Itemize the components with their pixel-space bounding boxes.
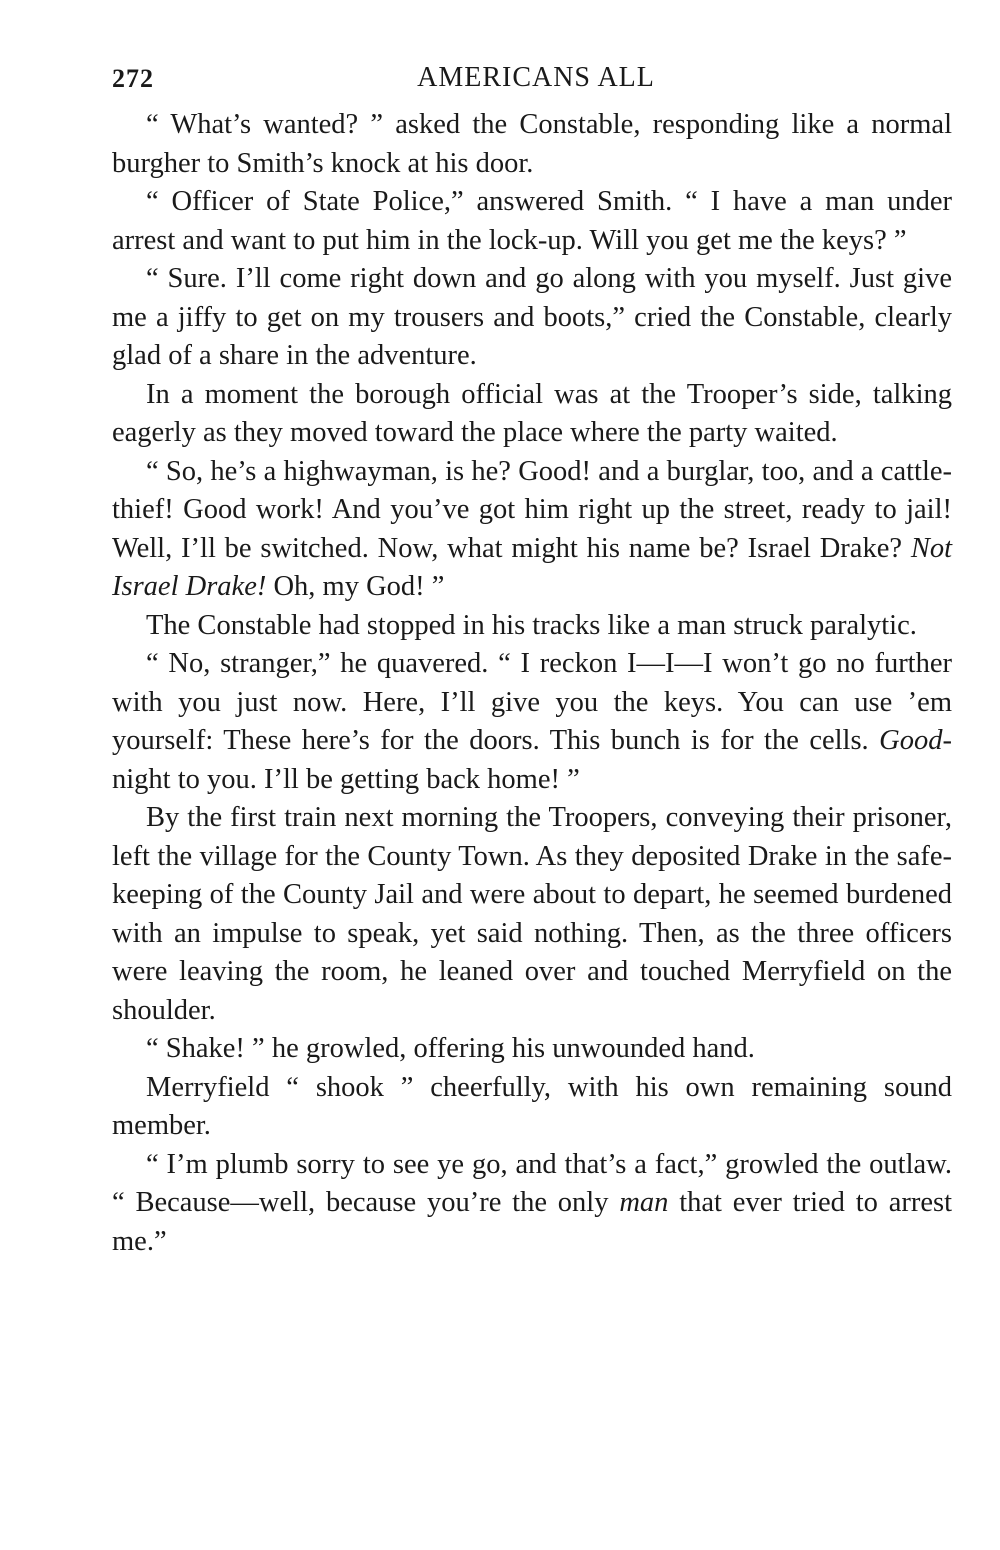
paragraph-text: Merryfield “ shook ” cheerfully, with his own remaining sound member.: [112, 1071, 952, 1141]
running-title: AMERICANS ALL: [417, 62, 655, 93]
paragraph: [112, 645, 952, 799]
paragraph: [112, 106, 952, 183]
paragraph: [112, 376, 952, 453]
paragraph-text: “ I’m plumb sorry to see ye go, and that’s a fact,” growled the outlaw. “ Because—well, because you’re the only: [112, 1148, 952, 1218]
paragraph-text: “ So, he’s a highwayman, is he? Good! and a burglar, too, and a cattle-thief! Good work! And you’ve got him right up the street, ready to jail! Well, I’ll be switched. Now, what might his name be? Israel Drake?: [112, 455, 952, 564]
page-header: [112, 62, 952, 98]
paragraph-text: “ No, stranger,” he quavered. “ I reckon I—I—I won’t go no further with you just now. Here, I’ll give you the keys. You can use ’em yourself: These here’s for the doors. This bunch is for the cells.: [112, 648, 952, 756]
paragraph-text: “ Sure. I’ll come right down and go along with you myself. Just give me a jiffy to get on my trousers and boots,” cried the Constable, clearly glad of a share in the adventure.: [112, 263, 952, 371]
paragraph-text: “ What’s wanted? ” asked the Constable, responding like a normal burgher to Smith’s knock at his door.: [112, 109, 952, 179]
paragraph: [112, 260, 952, 376]
paragraph-text: “ Officer of State Police,” answered Smith. “ I have a man under arrest and want to put him in the lock-up. Will you get me the keys? ”: [112, 186, 952, 256]
italic-text: man: [619, 1187, 669, 1218]
body-text: [112, 106, 952, 1261]
paragraph: [112, 1069, 952, 1146]
paragraph-text: The Constable had stopped in his tracks like a man struck paralytic.: [146, 609, 917, 641]
paragraph-text: -night to you. I’ll be getting back home! ”: [112, 725, 952, 795]
paragraph: [112, 799, 952, 1030]
book-page: [112, 62, 952, 1261]
paragraph-text: that ever tried to arrest me.”: [112, 1187, 952, 1257]
paragraph: [112, 453, 952, 607]
paragraph-text: In a moment the borough official was at the Trooper’s side, talking eagerly as they moved toward the place where the party waited.: [112, 378, 952, 448]
page-number: 272: [112, 64, 154, 93]
paragraph-text: By the first train next morning the Troopers, conveying their prisoner, left the village for the County Town. As they deposited Drake in the safe-keeping of the County Jail and were about to depart, he seemed burdened with an impulse to speak, yet said nothing. Then, as the three officers were leaving the room, he leaned over and touched Merryfield on the shoulder.: [112, 802, 952, 1026]
paragraph: [112, 183, 952, 260]
paragraph-text: Oh, my God! ”: [266, 571, 445, 602]
paragraph: [112, 1146, 952, 1262]
italic-text: Not Israel Drake!: [112, 532, 952, 602]
paragraph-text: “ Shake! ” he growled, offering his unwounded hand.: [146, 1033, 755, 1064]
paragraph: [112, 607, 952, 646]
italic-text: Good: [879, 725, 943, 756]
paragraph: [112, 1030, 952, 1069]
